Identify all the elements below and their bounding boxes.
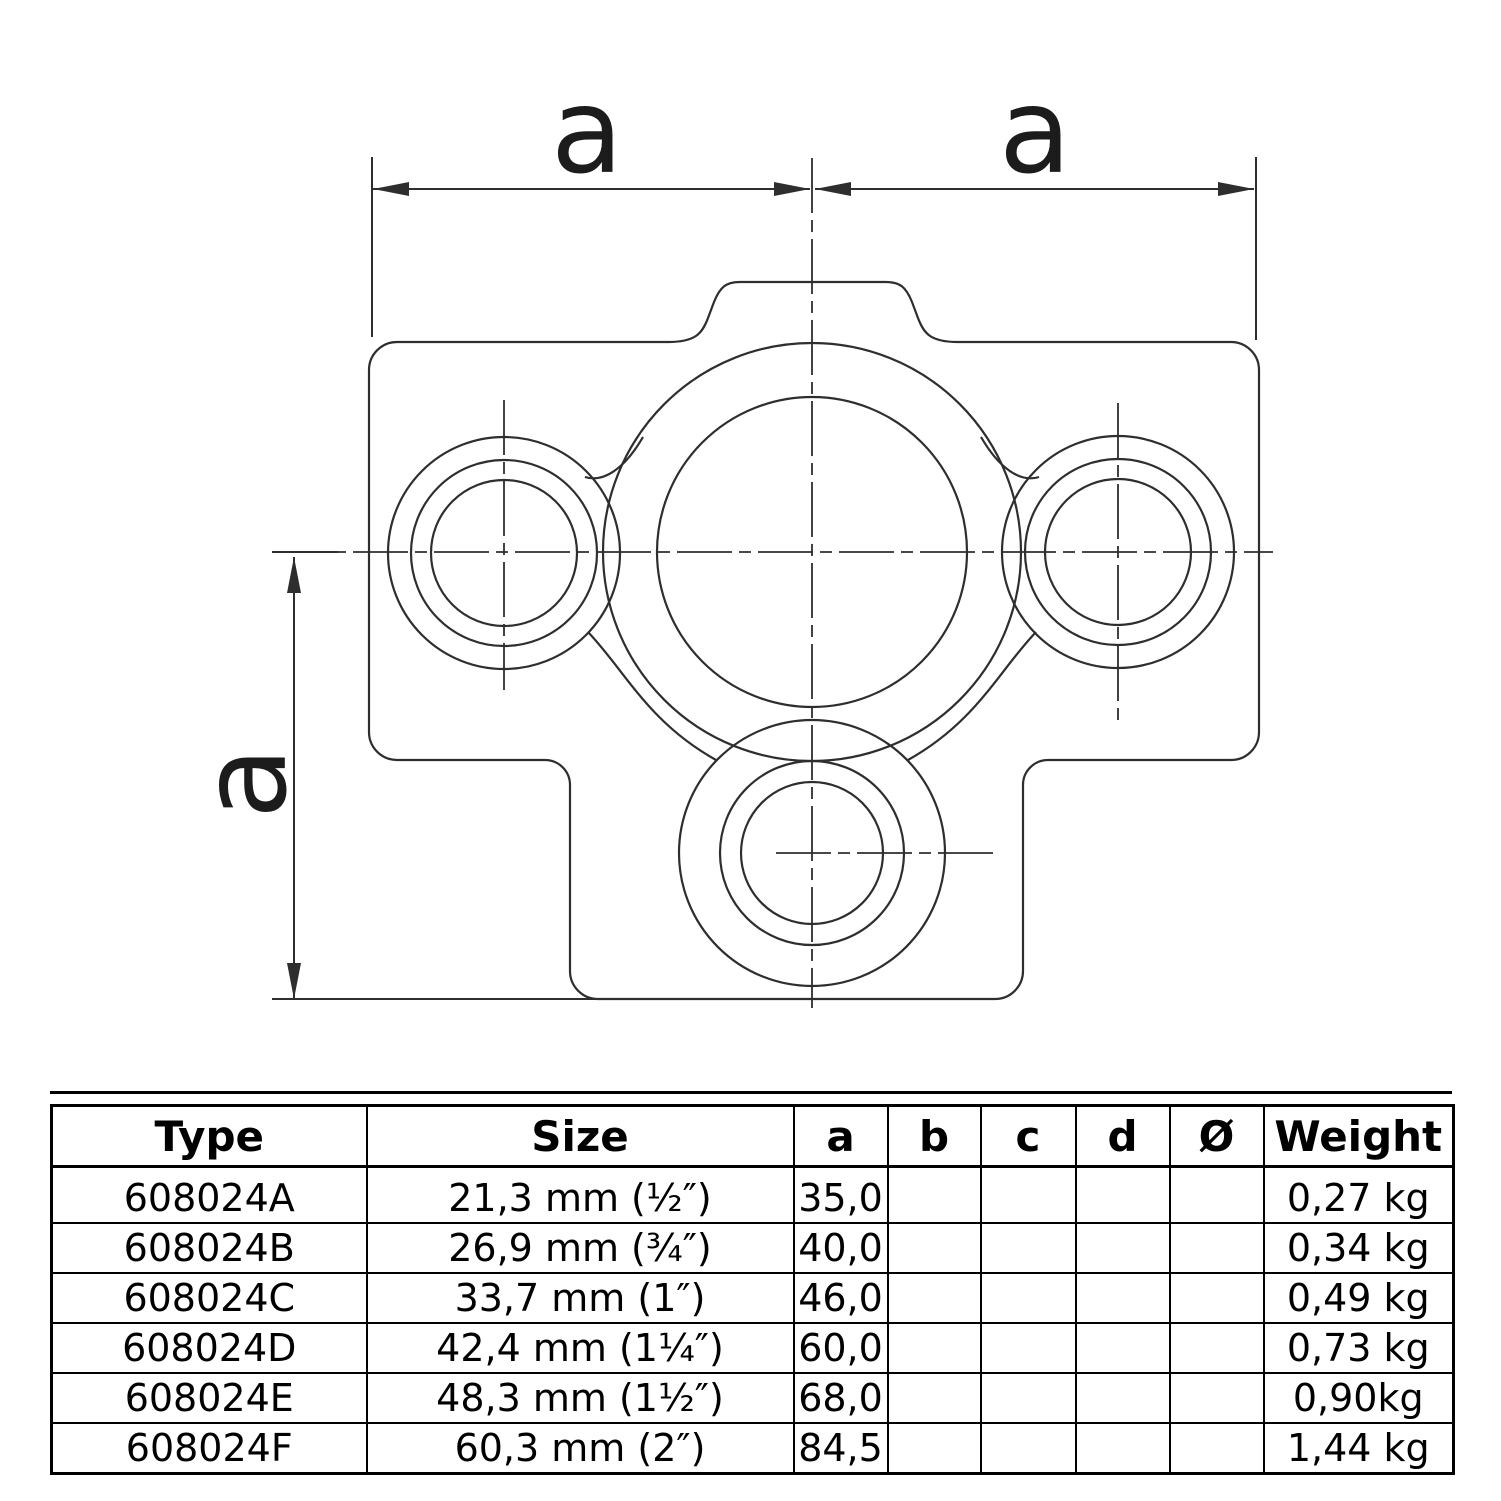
header-row <box>52 1106 1454 1167</box>
arrow-vert-bottom <box>287 963 301 999</box>
table-row <box>52 1273 1454 1323</box>
cell-weight: 0,49 kg <box>1264 1273 1454 1323</box>
cell-diameter <box>1170 1373 1264 1423</box>
cell-diameter <box>1170 1423 1264 1474</box>
cell-d <box>1076 1373 1170 1423</box>
socket-circles <box>388 343 1234 986</box>
cell-size: 60,3 mm (2″) <box>367 1423 794 1474</box>
cell-type: 608024A <box>52 1167 367 1224</box>
cell-size: 48,3 mm (1½″) <box>367 1373 794 1423</box>
cell-d <box>1076 1167 1170 1224</box>
arrow-center-right <box>815 182 851 196</box>
cell-b <box>888 1223 981 1273</box>
header-cell-diameter: Ø <box>1170 1106 1264 1167</box>
table-row <box>52 1167 1454 1224</box>
arrow-left-out <box>373 182 409 196</box>
arrow-vert-top <box>287 557 301 593</box>
arrow-right-out <box>1218 182 1254 196</box>
cell-d <box>1076 1223 1170 1273</box>
header-cell-type: Type <box>52 1106 367 1167</box>
centerlines <box>272 158 1273 1008</box>
table-row <box>52 1373 1454 1423</box>
cell-size: 33,7 mm (1″) <box>367 1273 794 1323</box>
cell-b <box>888 1167 981 1224</box>
cell-c <box>981 1373 1076 1423</box>
cell-c <box>981 1423 1076 1474</box>
cell-b <box>888 1373 981 1423</box>
cell-a: 68,0 <box>794 1373 888 1423</box>
header-cell-size: Size <box>367 1106 794 1167</box>
header-cell-b: b <box>888 1106 981 1167</box>
cell-weight: 0,27 kg <box>1264 1167 1454 1224</box>
cell-d <box>1076 1323 1170 1373</box>
cell-weight: 0,90kg <box>1264 1373 1454 1423</box>
body-outline-path <box>369 282 1259 999</box>
cell-type: 608024F <box>52 1423 367 1474</box>
spec-table <box>50 1104 1455 1475</box>
cell-diameter <box>1170 1223 1264 1273</box>
cell-type: 608024D <box>52 1323 367 1373</box>
cell-size: 26,9 mm (¾″) <box>367 1223 794 1273</box>
header-cell-d: d <box>1076 1106 1170 1167</box>
cell-diameter <box>1170 1323 1264 1373</box>
header-cell-c: c <box>981 1106 1076 1167</box>
cell-c <box>981 1323 1076 1373</box>
cell-a: 60,0 <box>794 1323 888 1373</box>
cell-weight: 1,44 kg <box>1264 1423 1454 1474</box>
cell-type: 608024C <box>52 1273 367 1323</box>
table-top-divider <box>50 1091 1452 1094</box>
cell-d <box>1076 1423 1170 1474</box>
cell-c <box>981 1223 1076 1273</box>
web-lower-left <box>588 632 716 760</box>
table-row <box>52 1423 1454 1474</box>
dim-label-top-right: a <box>998 62 1072 200</box>
cell-weight: 0,34 kg <box>1264 1223 1454 1273</box>
dim-label-top-left: a <box>550 62 624 200</box>
cell-type: 608024B <box>52 1223 367 1273</box>
table-row <box>52 1323 1454 1373</box>
cell-diameter <box>1170 1273 1264 1323</box>
cell-c <box>981 1273 1076 1323</box>
cell-b <box>888 1423 981 1474</box>
cell-type: 608024E <box>52 1373 367 1423</box>
cell-a: 40,0 <box>794 1223 888 1273</box>
cell-a: 46,0 <box>794 1273 888 1323</box>
dimensions <box>175 62 1256 999</box>
dimension-arrowheads <box>287 182 1254 999</box>
fitting-body-outline <box>369 282 1259 999</box>
cell-a: 84,5 <box>794 1423 888 1474</box>
cell-b <box>888 1273 981 1323</box>
spec-table-wrap <box>50 1104 1455 1475</box>
header-cell-a: a <box>794 1106 888 1167</box>
dim-label-left-vertical: a <box>175 746 313 820</box>
cell-a: 35,0 <box>794 1167 888 1224</box>
arrow-center-left <box>774 182 810 196</box>
cell-diameter <box>1170 1167 1264 1224</box>
cell-weight: 0,73 kg <box>1264 1323 1454 1373</box>
cell-c <box>981 1167 1076 1224</box>
table-row <box>52 1223 1454 1273</box>
web-lower-right <box>908 632 1036 760</box>
cell-size: 21,3 mm (½″) <box>367 1167 794 1224</box>
header-cell-weight: Weight <box>1264 1106 1454 1167</box>
cell-b <box>888 1323 981 1373</box>
cell-d <box>1076 1273 1170 1323</box>
cell-size: 42,4 mm (1¼″) <box>367 1323 794 1373</box>
